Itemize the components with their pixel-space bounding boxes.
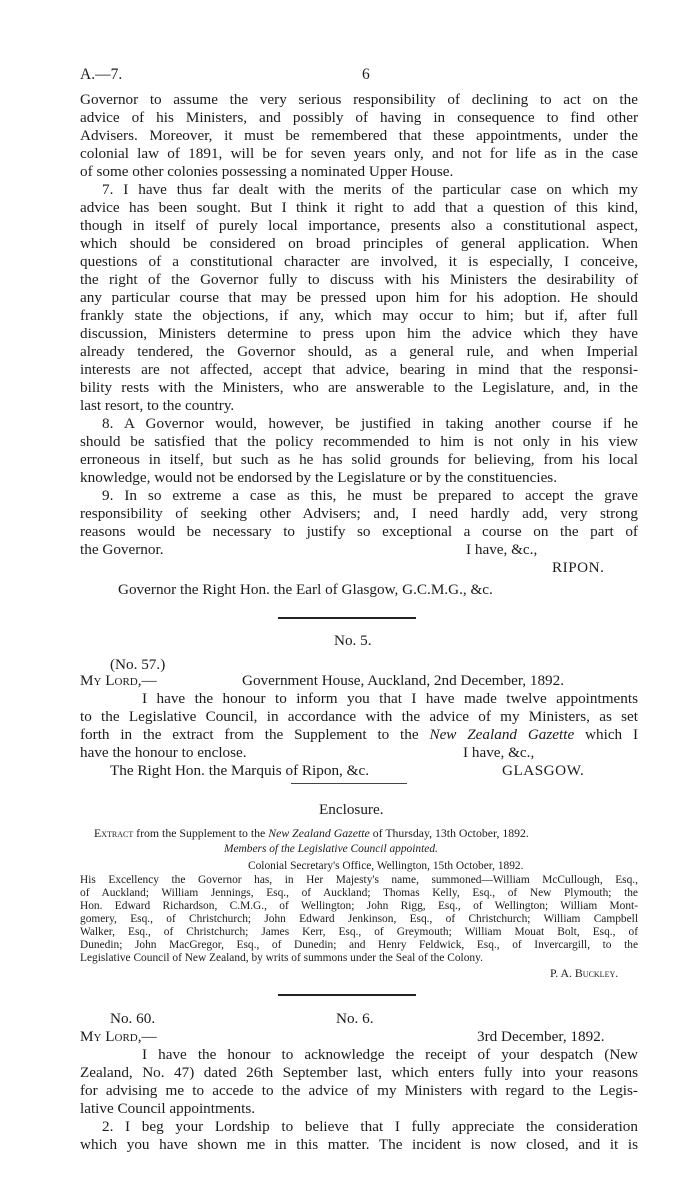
text-line: to the Legislative Council, in accordance with the advice of my Ministers, as set <box>80 708 638 725</box>
despatch-ref: No. 60. <box>110 1010 156 1027</box>
text-line: Dunedin; John MacGregor, Esq., of Dunedin; and Henry Feldwick, Esq., of Invercargill, to the <box>80 939 638 951</box>
text-line <box>80 726 638 744</box>
section-title-no5: No. 5. <box>334 632 372 649</box>
text-line: Governor to assume the very serious responsibility of declining to act on the <box>80 91 638 108</box>
text-line: already tendered, the Governor should, as a general rule, and when Imperial <box>80 343 638 360</box>
section-divider <box>278 617 416 619</box>
text-line: reasons would be necessary to justify so exceptional a course on the part of <box>80 523 638 540</box>
text-line: colonial law of 1891, will be for seven years only, and not for life as in the case <box>80 145 638 162</box>
text-line: 8. A Governor would, however, be justified in taking another course if he <box>102 415 638 432</box>
text-line: Advisers. Moreover, it must be remembered that these appointments, under the <box>80 127 638 144</box>
text-line: I have the honour to inform you that I have made twelve appointments <box>142 690 638 707</box>
extract-label: Extract <box>94 826 134 840</box>
addressee: Governor the Right Hon. the Earl of Glasgow, G.C.M.G., &c. <box>118 581 493 598</box>
section-divider <box>278 994 416 996</box>
text-line: 2. I beg your Lordship to believe that I fully appreciate the consideration <box>102 1118 638 1135</box>
text-line: have the honour to enclose. <box>80 744 247 761</box>
text-line: advice has been sought. But I think it right to add that a question of this kind, <box>80 199 638 216</box>
text-line: last resort, to the country. <box>80 397 235 414</box>
address-date: Government House, Auckland, 2nd December, 1892. <box>242 672 565 689</box>
despatch-ref: (No. 57.) <box>110 656 166 673</box>
text-line: though in itself of purely local importance, presents also a constitutional aspect, <box>80 217 638 234</box>
text-line: which should be considered on broad principles of general application. When <box>80 235 638 252</box>
signature-buckley: P. A. Buckley. <box>550 966 619 980</box>
text-line: advice of his Ministers, and possibly of having in consequence to find other <box>80 109 638 126</box>
text-line: Zealand, No. 47) dated 26th September last, which enters fully into your reasons <box>80 1064 638 1081</box>
text-line: frankly state the objections, if any, which may occur to him; but if, after full <box>80 307 638 324</box>
text-line: bility rests with the Ministers, who are answerable to the Legislature, and, in the <box>80 379 638 396</box>
extract-heading <box>94 826 529 841</box>
closing: I have, &c., <box>463 744 535 761</box>
signature-glasgow: GLASGOW. <box>502 762 585 779</box>
enclosure-title: Enclosure. <box>319 801 384 818</box>
page-number: 6 <box>362 66 370 83</box>
date: 3rd December, 1892. <box>477 1028 605 1045</box>
text-line: Hon. Edward Richardson, C.M.G., of Wellington; John Rigg, Esq., of Wellington; William Mont- <box>80 900 638 912</box>
office-date: Colonial Secretary's Office, Wellington, 15th October, 1892. <box>248 860 524 872</box>
signature-ripon: RIPON. <box>552 559 605 576</box>
salutation: My Lord,— <box>80 1028 157 1045</box>
text-line: which you have shown me in this matter. The incident is now closed, and it is <box>80 1136 638 1153</box>
text-line: 9. In so extreme a case as this, he must be prepared to accept the grave <box>102 487 638 504</box>
text-line: for advising me to accede to the advice of my Ministers with regard to the Legis- <box>80 1082 638 1099</box>
text-line: should be satisfied that the policy recommended to him is not only in his view <box>80 433 638 450</box>
text-line: responsibility of seeking other Advisers; and, I need hardly add, very strong <box>80 505 638 522</box>
salutation: My Lord,— <box>80 672 157 689</box>
gazette-title: New Zealand Gazette <box>429 726 575 743</box>
page-reference: A.—7. <box>80 66 123 83</box>
text-line: questions of a constitutional character are involved, it is especially, I conceive, <box>80 253 638 270</box>
text-line: the Governor. <box>80 541 164 558</box>
gazette-title: New Zealand Gazette <box>268 826 370 840</box>
text-line: interests are not affected, accept that advice, bearing in mind that the responsi- <box>80 361 638 378</box>
addressee: The Right Hon. the Marquis of Ripon, &c. <box>110 762 370 779</box>
text-fragment: which I <box>585 726 639 743</box>
text-line: any particular course that may be pressed upon him for his adoption. He should <box>80 289 638 306</box>
text-line: lative Council appointments. <box>80 1100 256 1117</box>
text-line: Walker, Esq., of Christchurch; James Kerr, Esq., of Greymouth; William Mouat Bolt, Esq., of <box>80 926 638 938</box>
text-line: Legislative Council of New Zealand, by writs of summons under the Seal of the Colony. <box>80 952 483 964</box>
text-line: gomery, Esq., of Christchurch; John Edward Jenkinson, Esq., of Christchurch; William Campbell <box>80 913 638 925</box>
enclosure-subtitle: Members of the Legislative Council appointed. <box>224 843 438 855</box>
section-title-no6: No. 6. <box>336 1010 374 1027</box>
text-line: discussion, Ministers determine to press upon him the advice which they have <box>80 325 638 342</box>
text-line: erroneous in itself, but such as he has solid grounds for believing, from his local <box>80 451 638 468</box>
divider <box>291 783 407 784</box>
text-line: 7. I have thus far dealt with the merits of the particular case on which my <box>102 181 638 198</box>
text-line: of some other colonies possessing a nominated Upper House. <box>80 163 454 180</box>
closing: I have, &c., <box>466 541 538 558</box>
text-line: of Auckland; William Jennings, Esq., of Auckland; Thomas Kelly, Esq., of New Plymouth; the <box>80 887 638 899</box>
text-fragment: of Thursday, 13th October, 1892. <box>372 826 529 840</box>
text-line: I have the honour to acknowledge the receipt of your despatch (New <box>142 1046 638 1063</box>
text-line: knowledge, would not be endorsed by the Legislature or by the constituencies. <box>80 469 558 486</box>
text-fragment: from the Supplement to the <box>136 826 266 840</box>
text-line: His Excellency the Governor has, in Her Majesty's name, summoned—William McCullough, Esq., <box>80 874 638 886</box>
text-fragment: forth in the extract from the Supplement to the <box>80 726 419 743</box>
text-line: the right of the Governor fully to discuss with his Ministers the desirability of <box>80 271 638 288</box>
